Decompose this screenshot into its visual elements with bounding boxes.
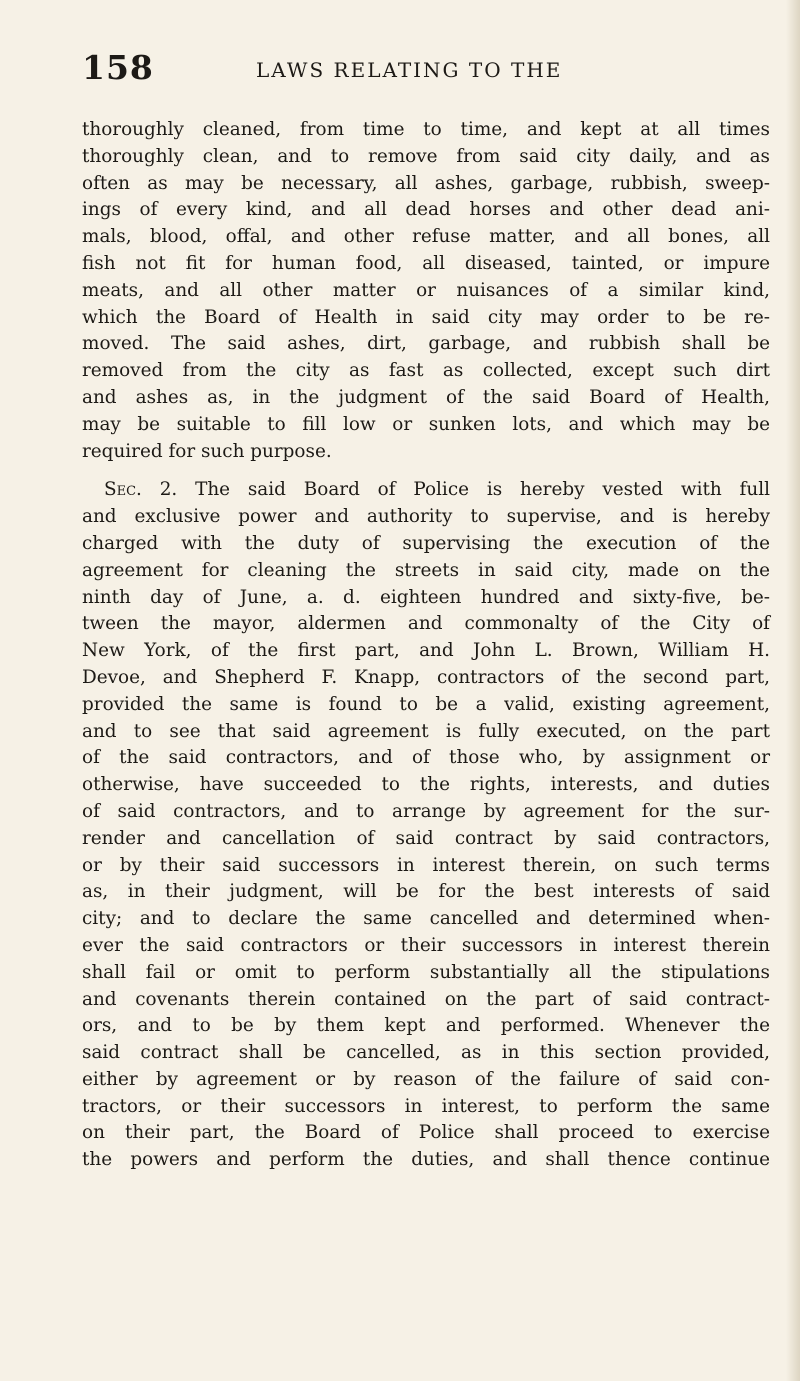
text-line: tween the mayor, aldermen and commonalty of the City of: [82, 613, 770, 635]
text-line: removed from the city as fast as collected, except such dirt: [82, 360, 770, 382]
text-line: otherwise, have succeeded to the rights, interests, and duties: [82, 774, 770, 796]
text-line: ings of every kind, and all dead horses and other dead ani-: [82, 199, 770, 221]
text-line: often as may be necessary, all ashes, garbage, rubbish, sweep-: [82, 172, 770, 194]
text-line: render and cancellation of said contract by said contractors,: [82, 827, 770, 849]
text-line: agreement for cleaning the streets in said city, made on the: [82, 559, 770, 581]
text-line: mals, blood, offal, and other refuse matter, and all bones, all: [82, 226, 770, 248]
text-line: provided the same is found to be a valid, existing agreement,: [82, 693, 770, 715]
text-line: charged with the duty of supervising the execution of the: [82, 532, 770, 554]
text-line: Devoe, and Shepherd F. Knapp, contractors of the second part,: [82, 666, 770, 688]
page-edge-shadow: [786, 0, 800, 1381]
text-line: thoroughly cleaned, from time to time, and kept at all times: [82, 119, 770, 140]
text-line: moved. The said ashes, dirt, garbage, and rubbish shall be: [82, 333, 770, 355]
paragraph-2: [82, 477, 770, 1174]
text-line: shall fail or omit to perform substantially all the stipulations: [82, 961, 770, 983]
section-first-line: [82, 477, 770, 504]
text-line: tractors, or their successors in interest, to perform the same: [82, 1095, 770, 1117]
text-line: may be suitable to fill low or sunken lots, and which may be: [82, 413, 770, 435]
text-line: which the Board of Health in said city may order to be re-: [82, 306, 770, 328]
text-line: of said contractors, and to arrange by agreement for the sur-: [82, 800, 770, 822]
body-text: [82, 117, 770, 1174]
section-label: Sec. 2.: [104, 479, 178, 501]
text-line: New York, of the first part, and John L. Brown, William H.: [82, 640, 770, 662]
text-line: and covenants therein contained on the part of said contract-: [82, 988, 770, 1010]
text-line: ever the said contractors or their successors in interest therein: [82, 934, 770, 956]
page-number: 158: [82, 48, 154, 87]
running-title: LAWS RELATING TO THE: [256, 58, 563, 82]
text-line: on their part, the Board of Police shall proceed to exercise: [82, 1122, 770, 1144]
text-line: fish not fit for human food, all diseased, tainted, or impure: [82, 252, 770, 274]
text-line: either by agreement or by reason of the failure of said con-: [82, 1068, 770, 1090]
text-line: and to see that said agreement is fully executed, on the part: [82, 720, 770, 742]
text-line: thoroughly clean, and to remove from said city daily, and as: [82, 145, 770, 167]
text-line: required for such purpose.: [82, 440, 332, 462]
text-line: ors, and to be by them kept and performed. Whenever the: [82, 1015, 770, 1037]
paragraph-1: [82, 117, 770, 465]
text-line: as, in their judgment, will be for the best interests of said: [82, 881, 770, 903]
text-line: meats, and all other matter or nuisances of a similar kind,: [82, 279, 770, 301]
text-line: and exclusive power and authority to supervise, and is hereby: [82, 506, 770, 528]
paragraph-gap: [82, 465, 770, 477]
text-line: and ashes as, in the judgment of the said Board of Health,: [82, 386, 770, 408]
text-line: said contract shall be cancelled, as in this section provided,: [82, 1042, 770, 1064]
text-line: city; and to declare the same cancelled and determined when-: [82, 908, 770, 930]
text-line: or by their said successors in interest therein, on such terms: [82, 854, 770, 876]
text-line: ninth day of June, a. d. eighteen hundred and sixty-five, be-: [82, 586, 770, 608]
section-first-line-text: The said Board of Police is hereby vested with full: [195, 479, 770, 501]
running-head: [82, 48, 772, 88]
text-line: of the said contractors, and of those who, by assignment or: [82, 747, 770, 769]
text-line: the powers and perform the duties, and shall thence continue: [82, 1149, 770, 1171]
